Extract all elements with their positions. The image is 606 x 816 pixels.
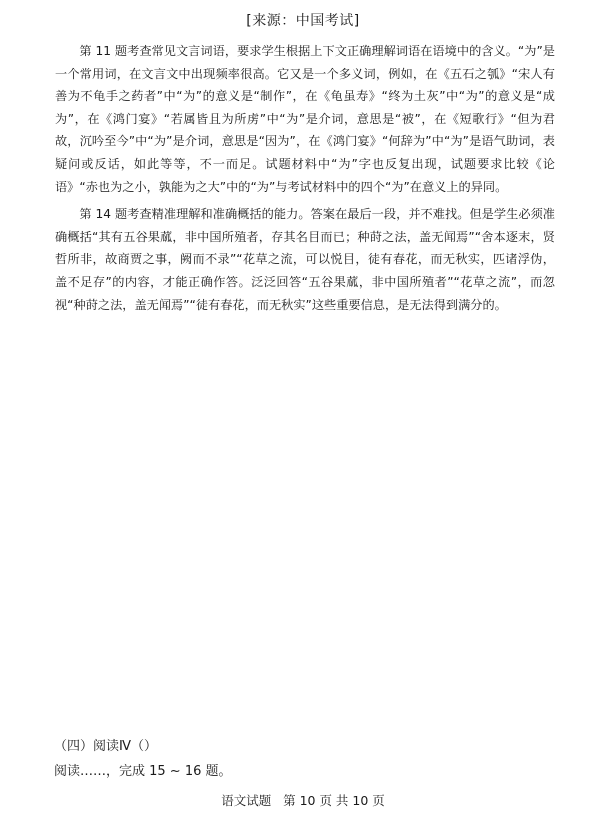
page-footer: 语文试题 第 10 页 共 10 页 bbox=[221, 793, 385, 808]
paragraph-question-11: 第 11 题考查常见文言词语，要求学生根据上下文正确理解词语在语境中的含义。“为”是一个常用词，在文言文中出现频率很高。它又是一个多义词，例如，在《五石之瓠》“宋人有善为不龟手之药者”中“为”的意义是“制作”，在《龟虽寿》“终为土灰”中“为”的意义是“成为”，在《鸿门宴》“若属皆且为所虏”中“为”是介词，意思是“被”，在《短歌行》“但为君故，沉吟至今”中“为”是介词，意思是“因为”，在《鸿门宴》“何辞为”中“为”是语气助词，表疑问或反话，如此等等，不一而足。试题材料中“为”字也反复出现，试题要求比较《论语》“赤也为之小，孰能为之大”中的“为”与考试材料中的四个“为”在意义上的异同。 bbox=[55, 44, 555, 194]
paragraph-question-14: 第 14 题考查精准理解和准确概括的能力。答案在最后一段，并不难找。但是学生必须准确概括“其有五谷果蓏，非中国所殖者，存其名目而已；种莳之法，盖无闻焉”“舍本逐末，贤哲所非，故商贾之事，阙而不录”“花草之流，可以悦目，徒有春花，而无秋实，匹诸浮伪，盖不足存”的内容，才能正确作答。泛泛回答“五谷果蓏，非中国所殖者”“花草之流”，而忽视“种莳之法，盖无闻焉”“徒有春花，而无秋实”这些重要信息，是无法得到满分的。 bbox=[55, 207, 555, 312]
source-label: [来源：中国考试] bbox=[246, 13, 360, 29]
explanation-body bbox=[55, 40, 555, 321]
section-heading: （四）阅读Ⅳ（） bbox=[54, 739, 157, 754]
section-instruction: 阅读……，完成 15 ~ 16 题。 bbox=[54, 764, 232, 779]
